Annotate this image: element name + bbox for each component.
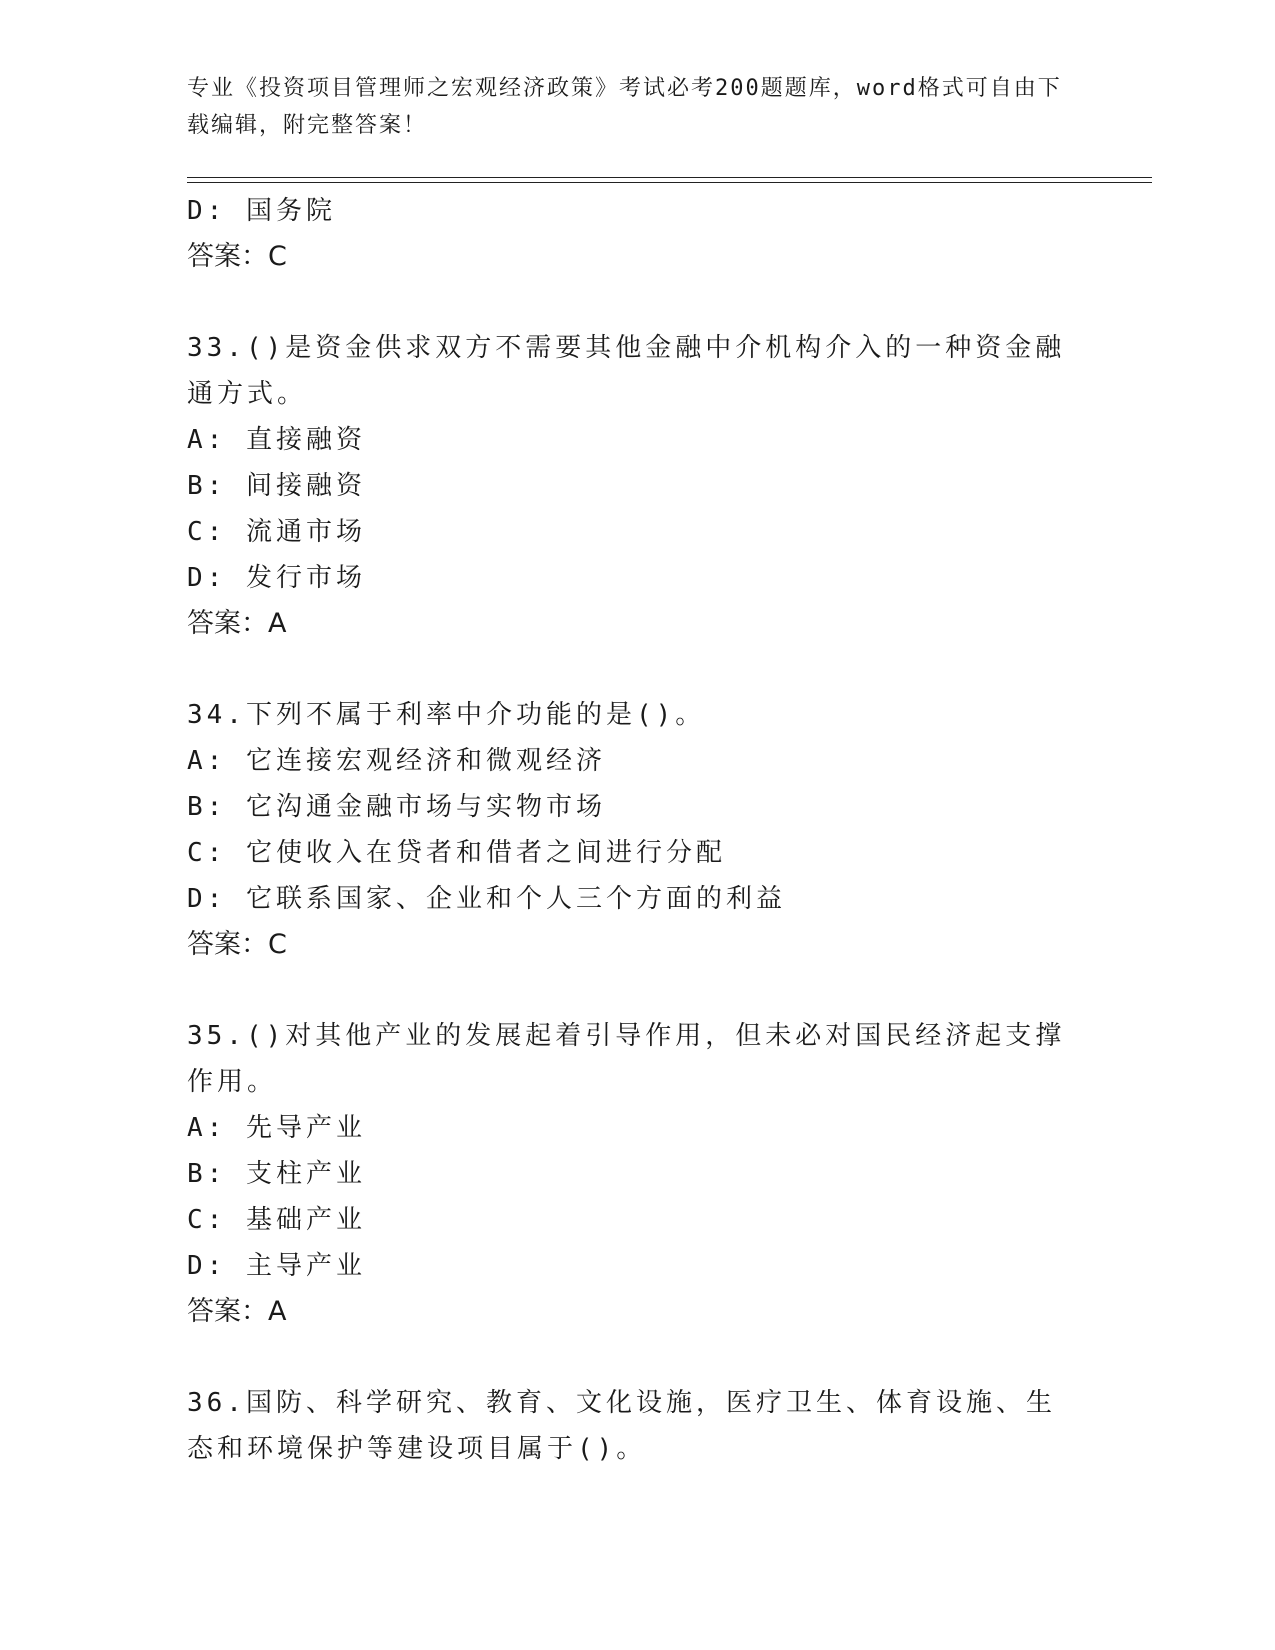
option-a: A: 直接融资 [187, 425, 366, 455]
header-divider-top [187, 177, 1152, 178]
question-list [187, 188, 1077, 1472]
answer: 答案：C [187, 241, 287, 272]
question-stem: 33.()是资金供求双方不需要其他金融中介机构介入的一种资金融通方式。 [187, 333, 1066, 409]
option-a: A: 先导产业 [187, 1113, 366, 1143]
question-stem: 34.下列不属于利率中介功能的是()。 [187, 700, 706, 730]
option-d: D: 主导产业 [187, 1251, 366, 1281]
option-b: B: 支柱产业 [187, 1159, 366, 1189]
option-a: A: 它连接宏观经济和微观经济 [187, 746, 606, 776]
spacer [187, 280, 1077, 325]
spacer [187, 968, 1077, 1013]
answer: 答案：A [187, 1296, 287, 1327]
option-d: D: 它联系国家、企业和个人三个方面的利益 [187, 884, 786, 914]
question-stem: 35.()对其他产业的发展起着引导作用，但未必对国民经济起支撑作用。 [187, 1021, 1066, 1097]
question-stem: 36.国防、科学研究、教育、文化设施，医疗卫生、体育设施、生态和环境保护等建设项目属于()。 [187, 1388, 1056, 1464]
option-d: D: 国务院 [187, 196, 336, 226]
spacer [187, 1335, 1077, 1380]
answer: 答案：A [187, 608, 287, 639]
option-c: C: 它使收入在贷者和借者之间进行分配 [187, 838, 726, 868]
spacer [187, 647, 1077, 692]
option-b: B: 它沟通金融市场与实物市场 [187, 792, 606, 822]
option-c: C: 基础产业 [187, 1205, 366, 1235]
option-c: C: 流通市场 [187, 517, 366, 547]
page-header: 专业《投资项目管理师之宏观经济政策》考试必考200题题库，word格式可自由下载编辑，附完整答案！ [187, 76, 1062, 138]
answer: 答案：C [187, 929, 287, 960]
option-d: D: 发行市场 [187, 563, 366, 593]
option-b: B: 间接融资 [187, 471, 366, 501]
header-divider-bottom [187, 182, 1152, 183]
